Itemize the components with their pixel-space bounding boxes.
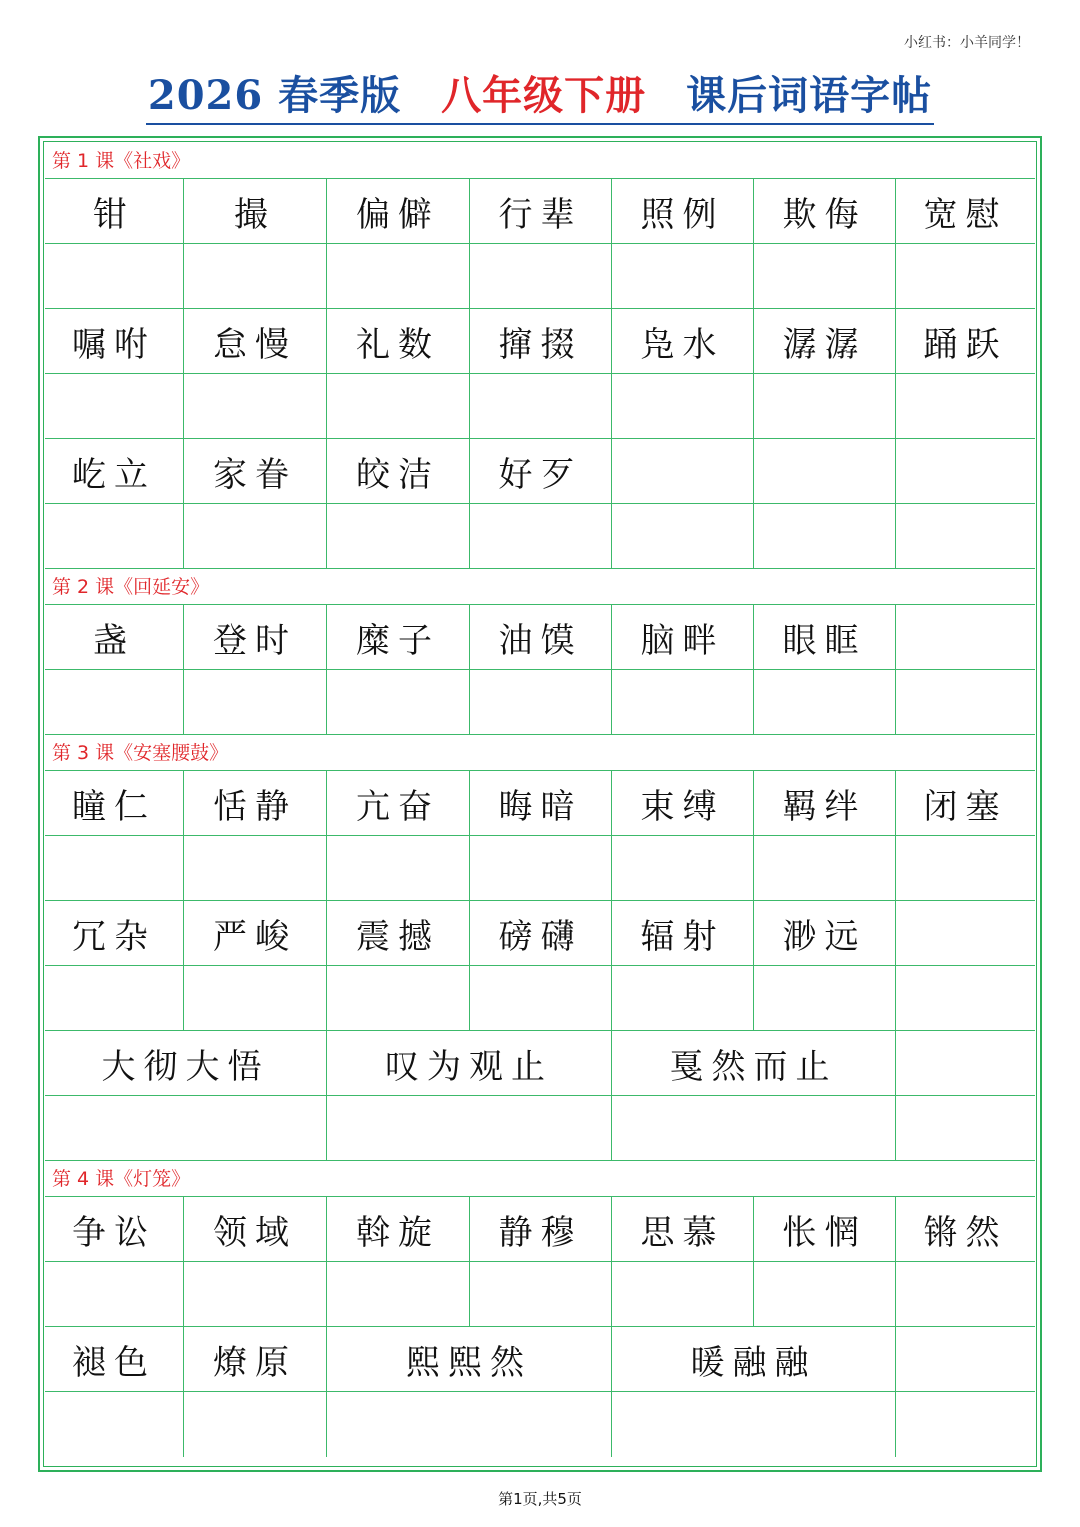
word-cell: 斡旋	[327, 1197, 470, 1261]
practice-cell	[612, 836, 754, 900]
word-cell: 礼数	[327, 309, 470, 373]
practice-cell	[754, 670, 896, 734]
word-cell	[612, 439, 754, 503]
practice-cell	[184, 244, 327, 308]
word-cell: 思慕	[612, 1197, 754, 1261]
title-grade: 八年级下册	[441, 72, 647, 119]
word-cell: 欺侮	[754, 179, 896, 243]
word-cell: 渺远	[754, 901, 896, 965]
word-cell: 晦暗	[470, 771, 612, 835]
practice-cell	[896, 670, 1035, 734]
word-row	[45, 771, 1035, 836]
word-cell: 脑畔	[612, 605, 754, 669]
title-subject: 课后词语字帖	[686, 72, 933, 119]
word-cell: 叹为观止	[327, 1031, 612, 1095]
word-cell: 皎洁	[327, 439, 470, 503]
practice-cell	[896, 1262, 1035, 1326]
word-cell: 暖融融	[612, 1327, 896, 1391]
word-cell: 戛然而止	[612, 1031, 896, 1095]
word-cell: 屹立	[45, 439, 184, 503]
practice-cell	[45, 1096, 327, 1160]
word-cell: 羁绊	[754, 771, 896, 835]
practice-cell	[184, 670, 327, 734]
word-cell: 照例	[612, 179, 754, 243]
word-cell: 瞳仁	[45, 771, 184, 835]
word-cell	[896, 605, 1035, 669]
practice-row	[45, 244, 1035, 309]
practice-cell	[45, 670, 184, 734]
practice-cell	[470, 374, 612, 438]
practice-cell	[612, 966, 754, 1030]
word-cell	[896, 1031, 1035, 1095]
word-cell: 大彻大悟	[45, 1031, 327, 1095]
word-cell: 争讼	[45, 1197, 184, 1261]
lesson-3-header: 第 3 课《安塞腰鼓》	[45, 735, 1035, 771]
lesson-2-header: 第 2 课《回延安》	[45, 569, 1035, 605]
word-cell	[896, 1327, 1035, 1391]
practice-cell	[184, 1392, 327, 1457]
practice-cell	[184, 966, 327, 1030]
practice-cell	[327, 1392, 612, 1457]
word-row	[45, 439, 1035, 504]
practice-cell	[327, 1096, 612, 1160]
word-cell: 糜子	[327, 605, 470, 669]
word-cell: 冗杂	[45, 901, 184, 965]
practice-cell	[327, 670, 470, 734]
title-edition: 2026 春季版	[147, 72, 402, 119]
practice-cell	[45, 374, 184, 438]
word-cell: 家眷	[184, 439, 327, 503]
page-number: 第1页,共5页	[498, 1490, 582, 1508]
word-cell: 好歹	[470, 439, 612, 503]
practice-cell	[45, 1392, 184, 1457]
practice-row	[45, 504, 1035, 569]
word-cell: 震撼	[327, 901, 470, 965]
lesson-4-header: 第 4 课《灯笼》	[45, 1161, 1035, 1197]
word-cell: 熙熙然	[327, 1327, 612, 1391]
practice-row	[45, 1392, 1035, 1457]
word-cell: 宽慰	[923, 194, 1008, 235]
practice-cell	[754, 244, 896, 308]
word-cell: 闭塞	[923, 786, 1008, 827]
word-cell: 嘱咐	[45, 309, 184, 373]
practice-cell	[612, 374, 754, 438]
word-cell: 钳	[45, 179, 184, 243]
word-cell: 恬静	[184, 771, 327, 835]
word-cell: 静穆	[470, 1197, 612, 1261]
practice-cell	[754, 966, 896, 1030]
practice-cell	[754, 374, 896, 438]
practice-cell	[896, 1392, 1035, 1457]
practice-cell	[896, 244, 1035, 308]
word-row	[45, 901, 1035, 966]
practice-cell	[327, 836, 470, 900]
page-title	[0, 64, 1080, 125]
word-cell: 撮	[184, 179, 327, 243]
practice-row	[45, 836, 1035, 901]
word-row	[45, 605, 1035, 670]
word-cell: 辐射	[612, 901, 754, 965]
word-row	[45, 309, 1035, 374]
practice-cell	[45, 966, 184, 1030]
practice-cell	[470, 244, 612, 308]
practice-cell	[612, 1096, 896, 1160]
copybook-grid	[45, 143, 1035, 1457]
practice-row	[45, 670, 1035, 735]
word-cell: 褪色	[45, 1327, 184, 1391]
practice-cell	[45, 504, 184, 568]
practice-cell	[612, 244, 754, 308]
practice-cell	[327, 504, 470, 568]
word-cell: 磅礴	[470, 901, 612, 965]
practice-row	[45, 966, 1035, 1031]
practice-cell	[612, 1262, 754, 1326]
word-cell: 潺潺	[754, 309, 896, 373]
practice-row	[45, 374, 1035, 439]
practice-cell	[754, 1262, 896, 1326]
word-cell: 眼眶	[754, 605, 896, 669]
word-cell: 怅惘	[754, 1197, 896, 1261]
watermark: 小红书：小羊同学！	[904, 35, 1030, 51]
word-cell	[896, 439, 1035, 503]
practice-cell	[184, 1262, 327, 1326]
practice-row	[45, 1262, 1035, 1327]
practice-cell	[327, 1262, 470, 1326]
practice-cell	[896, 966, 1035, 1030]
word-cell: 登时	[184, 605, 327, 669]
word-cell: 怠慢	[184, 309, 327, 373]
word-cell: 撺掇	[470, 309, 612, 373]
practice-cell	[470, 836, 612, 900]
practice-cell	[184, 836, 327, 900]
practice-cell	[754, 836, 896, 900]
word-row	[45, 1327, 1035, 1392]
word-row	[45, 179, 1035, 244]
practice-cell	[184, 504, 327, 568]
word-cell: 锵然	[923, 1212, 1008, 1253]
word-cell: 严峻	[184, 901, 327, 965]
word-cell: 凫水	[612, 309, 754, 373]
practice-cell	[754, 504, 896, 568]
practice-cell	[184, 374, 327, 438]
practice-cell	[45, 244, 184, 308]
word-cell: 盏	[45, 605, 184, 669]
practice-cell	[896, 1096, 1035, 1160]
practice-cell	[612, 670, 754, 734]
word-cell: 燎原	[184, 1327, 327, 1391]
practice-cell	[470, 504, 612, 568]
practice-cell	[470, 1262, 612, 1326]
word-row	[45, 1031, 1035, 1096]
practice-cell	[612, 1392, 896, 1457]
word-cell: 行辈	[470, 179, 612, 243]
word-cell: 领域	[184, 1197, 327, 1261]
word-cell: 亢奋	[327, 771, 470, 835]
word-cell: 束缚	[612, 771, 754, 835]
practice-cell	[896, 836, 1035, 900]
practice-cell	[470, 670, 612, 734]
practice-cell	[896, 504, 1035, 568]
practice-cell	[612, 504, 754, 568]
word-row	[45, 1197, 1035, 1262]
practice-cell	[327, 966, 470, 1030]
practice-cell	[327, 374, 470, 438]
practice-cell	[896, 374, 1035, 438]
word-cell	[754, 439, 896, 503]
practice-cell	[45, 1262, 184, 1326]
word-cell: 油馍	[470, 605, 612, 669]
word-cell	[896, 901, 1035, 965]
word-cell: 踊跃	[923, 324, 1008, 365]
practice-cell	[470, 966, 612, 1030]
lesson-1-header: 第 1 课《社戏》	[45, 143, 1035, 179]
practice-row	[45, 1096, 1035, 1161]
practice-cell	[327, 244, 470, 308]
practice-cell	[45, 836, 184, 900]
word-cell: 偏僻	[327, 179, 470, 243]
